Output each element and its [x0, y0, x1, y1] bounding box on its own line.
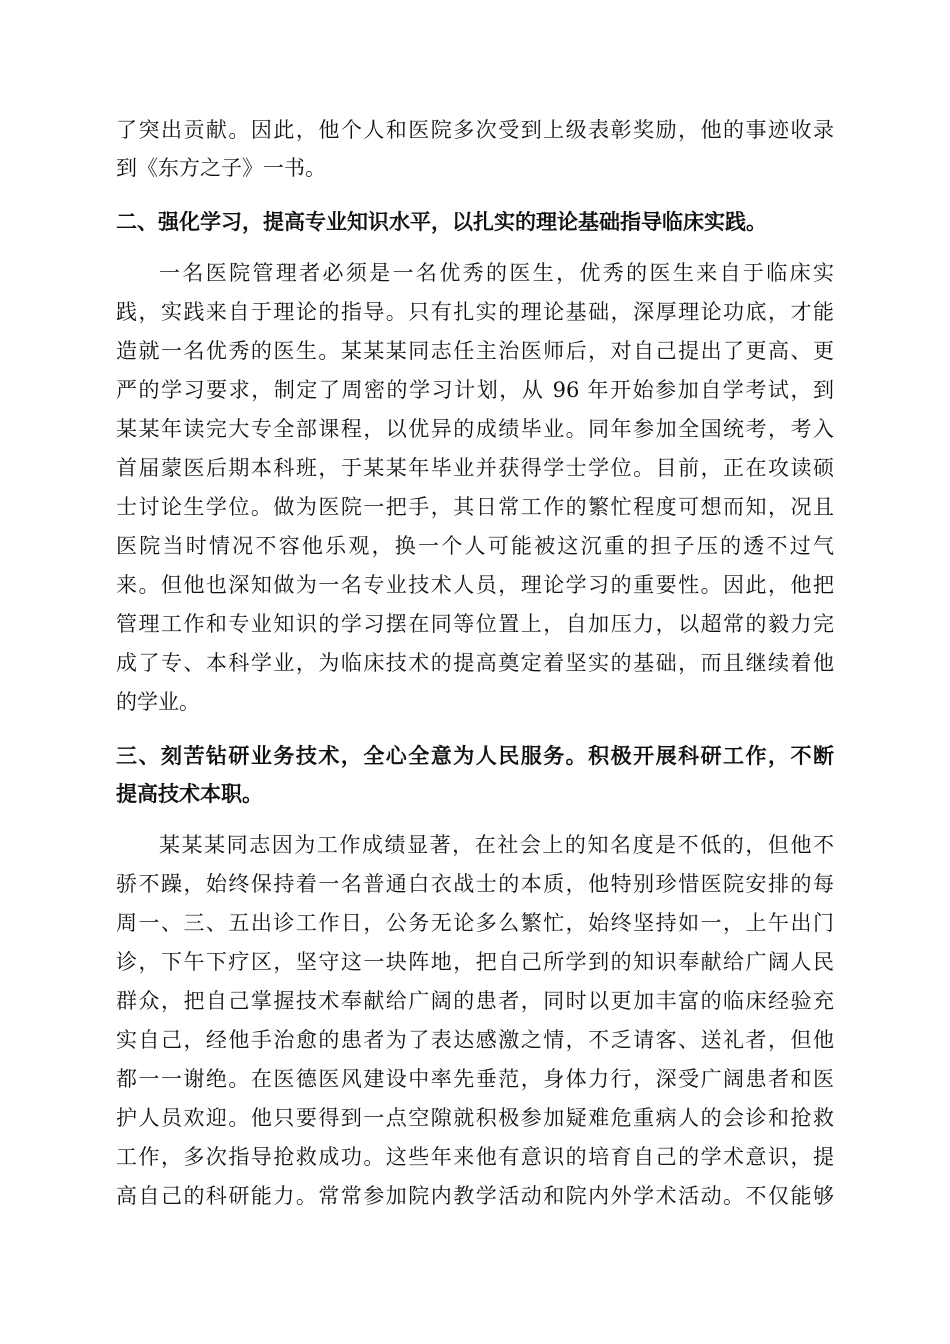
text-line: 骄不躁，始终保持着一名普通白衣战士的本质，他特别珍惜医院安排的每: [116, 872, 834, 896]
text-line: 实自己，经他手治愈的患者为了表达感激之情，不乏请客、送礼者，但他: [116, 1028, 834, 1052]
text-line: 某某年读完大专全部课程，以优异的成绩毕业。同年参加全国统考，考入: [116, 417, 834, 441]
text-line: 一名医院管理者必须是一名优秀的医生，优秀的医生来自于临床实: [159, 261, 834, 285]
text-line: 诊，下午下疗区，坚守这一块阵地，把自己所学到的知识奉献给广阔人民: [116, 950, 834, 974]
text-line: 践，实践来自于理论的指导。只有扎实的理论基础，深厚理论功底，才能: [116, 300, 834, 324]
text-line: 首届蒙医后期本科班，于某某年毕业并获得学士学位。目前，正在攻读硕: [116, 456, 834, 480]
text-line: 造就一名优秀的医生。某某某同志任主治医师后，对自己提出了更高、更: [116, 339, 834, 363]
text-line: 医院当时情况不容他乐观，换一个人可能被这沉重的担子压的透不过气: [116, 534, 834, 558]
text-line: 了突出贡献。因此，他个人和医院多次受到上级表彰奖励，他的事迹收录: [116, 118, 834, 142]
text-line: 护人员欢迎。他只要得到一点空隙就积极参加疑难危重病人的会诊和抢救: [116, 1106, 834, 1130]
text-line: 群众，把自己掌握技术奉献给广阔的患者，同时以更加丰富的临床经验充: [116, 989, 834, 1013]
heading-line: 三、刻苦钻研业务技术，全心全意为人民服务。积极开展科研工作，不断: [116, 744, 834, 768]
text-line: 周一、三、五出诊工作日，公务无论多么繁忙，始终坚持如一，上午出门: [116, 911, 834, 935]
text-line: 工作，多次指导抢救成功。这些年来他有意识的培育自己的学术意识，提: [116, 1145, 834, 1169]
heading-line: 二、强化学习，提高专业知识水平，以扎实的理论基础指导临床实践。: [116, 210, 767, 234]
text-line: 的学业。: [116, 690, 200, 714]
text-line: 某某某同志因为工作成绩显著，在社会上的知名度是不低的，但他不: [159, 833, 834, 857]
text-line: 严的学习要求，制定了周密的学习计划，从 96 年开始参加自学考试，到: [116, 378, 834, 402]
text-line: 成了专、本科学业，为临床技术的提高奠定着坚实的基础，而且继续着他: [116, 651, 834, 675]
text-line: 到《东方之子》一书。: [116, 156, 326, 180]
text-line: 高自己的科研能力。常常参加院内教学活动和院内外学术活动。不仅能够: [116, 1184, 834, 1208]
text-line: 都一一谢绝。在医德医风建设中率先垂范，身体力行，深受广阔患者和医: [116, 1067, 834, 1091]
text-line: 士讨论生学位。做为医院一把手，其日常工作的繁忙程度可想而知，况且: [116, 495, 834, 519]
text-line: 来。但他也深知做为一名专业技术人员，理论学习的重要性。因此，他把: [116, 573, 834, 597]
heading-line: 提高技术本职。: [116, 782, 263, 806]
text-line: 管理工作和专业知识的学习摆在同等位置上，自加压力，以超常的毅力完: [116, 612, 834, 636]
